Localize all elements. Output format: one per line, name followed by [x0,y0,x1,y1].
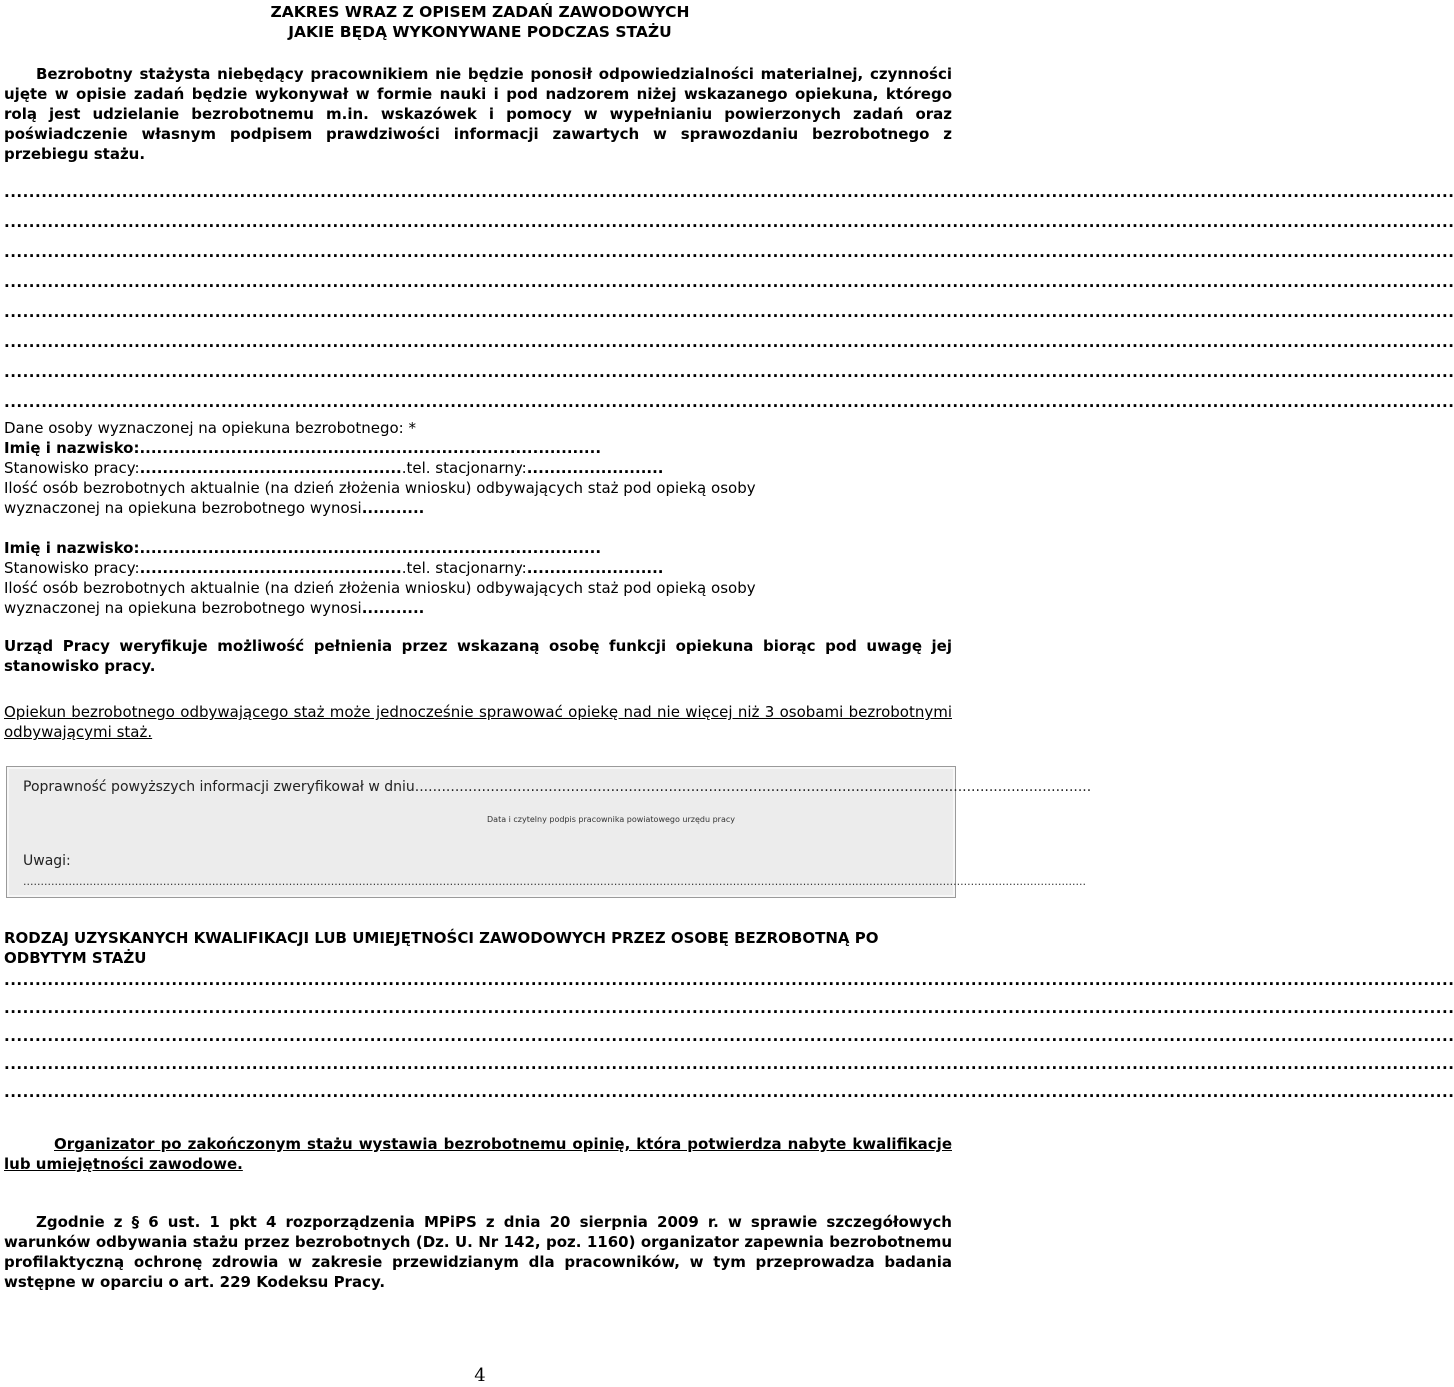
dotted-line: .......................................................................................................................................................................................................................................... [4,363,1454,381]
guardian-heading: Dane osoby wyznaczonej na opiekuna bezrobotnego: * [4,419,417,437]
name-dots: ................................................................................. [139,439,602,457]
guardian-position-row-1 [4,458,952,478]
count-dots: ........... [361,599,425,617]
guardian-count-line-1: Ilość osób bezrobotnych aktualnie (na dzień złożenia wniosku) odbywających staż pod opieką osoby [4,479,756,497]
count-label: wyznaczonej na opiekuna bezrobotnego wynosi [4,599,362,617]
legal-basis-note: Zgodnie z § 6 ust. 1 pkt 4 rozporządzenia MPiPS z dnia 20 sierpnia 2009 r. w sprawie szczegółowych warunków odbywania stażu przez bezrobotnych (Dz. U. Nr 142, poz. 1160) organizator zapewnia bezrobotnemu profilaktyczną ochronę zdrowia w zakresie przewidzianym dla pracowników, w tym przeprowadza badania wstępne w oparciu o art. 229 Kodeksu Pracy. [4,1213,952,1291]
dotted-line: .......................................................................................................................................................................................................................................... [4,243,1454,261]
dotted-line: .......................................................................................................................................................................................................................................... [4,273,1454,291]
name-label: Imię i nazwisko: [4,539,140,557]
office-verification-note: Urząd Pracy weryfikuje możliwość pełnienia przez wskazaną osobę funkcji opiekuna biorąc pod uwagę jej stanowisko pracy. [4,637,952,675]
guardian-name-row-2 [4,538,952,558]
document-title-line-1: ZAKRES WRAZ Z OPISEM ZADAŃ ZAWODOWYCH [270,3,690,21]
guardian-count-line-3: Ilość osób bezrobotnych aktualnie (na dzień złożenia wniosku) odbywających staż pod opieką osoby [4,579,756,597]
count-dots: ........... [361,499,425,517]
verified-dots: ........................................................................................................................................................ [414,779,1092,795]
document-title-line-2: JAKIE BĘDĄ WYKONYWANE PODCZAS STAŻU [288,23,672,41]
verified-label: Poprawność powyższych informacji zweryfikował w dniu [23,779,415,795]
intro-paragraph: Bezrobotny stażysta niebędący pracownikiem nie będzie ponosił odpowiedzialności materialnej, czynności ujęte w opisie zadań będzie wykonywał w formie nauki i pod nadzorem niżej wskazanego opiekuna, którego rolą jest udzielanie bezrobotnemu m.in. wskazówek i pomocy w wypełnianiu powierzonych zadań oraz poświadczenie własnym podpisem prawdziwości informacji zawartych w sprawozdaniu bezrobotnego z przebiegu stażu. [4,65,952,163]
dotted-line: .......................................................................................................................................................................................................................................... [4,333,1454,351]
phone-dots: ........................ [526,459,664,477]
qualifications-heading: RODZAJ UZYSKANYCH KWALIFIKACJI LUB UMIEJĘTNOŚCI ZAWODOWYCH PRZEZ OSOBĘ BEZROBOTNĄ PO ODBYTYM STAŻU [4,929,879,967]
remarks-label: Uwagi: [23,853,71,869]
guardian-count-line-4 [4,598,952,618]
phone-dots: ........................ [526,559,664,577]
guardian-limit-note: Opiekun bezrobotnego odbywającego staż może jednocześnie sprawować opiekę nad nie więcej niż 3 osobami bezrobotnymi odbywającymi staż. [4,703,952,741]
count-label: wyznaczonej na opiekuna bezrobotnego wynosi [4,499,362,517]
position-dots: .............................................. [139,559,402,577]
dotted-line: .......................................................................................................................................................................................................................................... [4,393,1454,411]
position-label: Stanowisko pracy: [4,559,140,577]
name-dots: ................................................................................. [139,539,602,557]
verification-box [6,766,1092,898]
phone-label: .tel. stacjonarny: [401,559,527,577]
organizer-opinion-note: Organizator po zakończonym stażu wystawia bezrobotnemu opinię, która potwierdza nabyte kwalifikacje lub umiejętności zawodowe. [4,1135,952,1173]
dotted-line: .......................................................................................................................................................................................................................................... [4,1055,1454,1073]
guardian-name-row-1 [4,438,952,458]
signature-caption: Data i czytelny podpis pracownika powiatowego urzędu pracy [487,815,735,824]
dotted-line: .......................................................................................................................................................................................................................................... [4,183,1454,201]
remarks-dots: ................................................................................................................................................................................................................................................................................................................ [23,875,1086,888]
dotted-line: .......................................................................................................................................................................................................................................... [4,213,1454,231]
position-dots: .............................................. [139,459,402,477]
dotted-line: .......................................................................................................................................................................................................................................... [4,999,1454,1017]
guardian-position-row-2 [4,558,952,578]
dotted-line: .......................................................................................................................................................................................................................................... [4,971,1454,989]
phone-label: .tel. stacjonarny: [401,459,527,477]
dotted-line: .......................................................................................................................................................................................................................................... [4,1083,1454,1101]
guardian-count-line-2 [4,498,952,518]
verified-line [23,779,1091,795]
position-label: Stanowisko pracy: [4,459,140,477]
dotted-line: .......................................................................................................................................................................................................................................... [4,1027,1454,1045]
page-number: 4 [474,1365,486,1386]
name-label: Imię i nazwisko: [4,439,140,457]
dotted-line: .......................................................................................................................................................................................................................................... [4,303,1454,321]
